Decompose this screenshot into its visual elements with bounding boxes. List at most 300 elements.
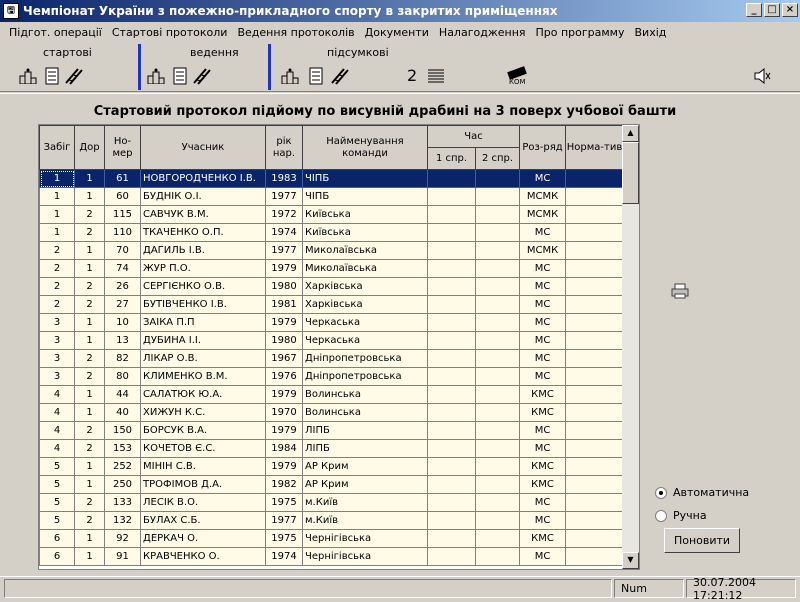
cell-heat[interactable]: 4 bbox=[40, 422, 75, 440]
cell-rank[interactable]: МС bbox=[520, 332, 566, 350]
cell-participant[interactable]: КЛИМЕНКО В.М. bbox=[141, 368, 266, 386]
cell-try1[interactable] bbox=[428, 278, 476, 296]
cell-number[interactable]: 133 bbox=[105, 494, 141, 512]
cell-year[interactable]: 1975 bbox=[266, 530, 303, 548]
cell-number[interactable]: 250 bbox=[105, 476, 141, 494]
final-ladder-icon[interactable] bbox=[330, 66, 350, 86]
col-rank-header[interactable]: Роз-ряд bbox=[520, 126, 566, 170]
table-row[interactable] bbox=[40, 386, 624, 404]
cell-lane[interactable]: 2 bbox=[75, 368, 105, 386]
cell-rank[interactable]: МС bbox=[520, 350, 566, 368]
cell-try2[interactable] bbox=[476, 332, 520, 350]
cell-participant[interactable]: ТРОФІМОВ Д.А. bbox=[141, 476, 266, 494]
cell-participant[interactable]: ХИЖУН К.С. bbox=[141, 404, 266, 422]
cell-lane[interactable]: 1 bbox=[75, 476, 105, 494]
cell-try2[interactable] bbox=[476, 440, 520, 458]
cell-heat[interactable]: 5 bbox=[40, 494, 75, 512]
final-podium-icon[interactable] bbox=[280, 66, 300, 86]
cell-rank[interactable]: КМС bbox=[520, 530, 566, 548]
cell-heat[interactable]: 4 bbox=[40, 404, 75, 422]
cell-team[interactable]: Чернігівська bbox=[303, 530, 428, 548]
cell-try2[interactable] bbox=[476, 224, 520, 242]
cell-lane[interactable]: 2 bbox=[75, 350, 105, 368]
cell-number[interactable]: 150 bbox=[105, 422, 141, 440]
cell-participant[interactable]: НОВГОРОДЧЕНКО І.В. bbox=[141, 170, 266, 188]
cell-norm[interactable] bbox=[566, 386, 624, 404]
cell-year[interactable]: 1981 bbox=[266, 296, 303, 314]
cell-participant[interactable]: СЕРГІЄНКО О.В. bbox=[141, 278, 266, 296]
cell-heat[interactable]: 2 bbox=[40, 278, 75, 296]
cell-participant[interactable]: ЖУР П.О. bbox=[141, 260, 266, 278]
col-participant-header[interactable]: Учасник bbox=[141, 126, 266, 170]
cell-heat[interactable]: 5 bbox=[40, 458, 75, 476]
cell-rank[interactable]: КМС bbox=[520, 476, 566, 494]
cell-number[interactable]: 26 bbox=[105, 278, 141, 296]
cell-lane[interactable]: 1 bbox=[75, 458, 105, 476]
cell-norm[interactable] bbox=[566, 440, 624, 458]
table-row[interactable] bbox=[40, 530, 624, 548]
cell-norm[interactable] bbox=[566, 170, 624, 188]
table-row[interactable] bbox=[40, 548, 624, 566]
cell-try1[interactable] bbox=[428, 206, 476, 224]
manual-mode-option[interactable] bbox=[655, 509, 707, 522]
cell-number[interactable]: 44 bbox=[105, 386, 141, 404]
cell-year[interactable]: 1977 bbox=[266, 242, 303, 260]
cell-try1[interactable] bbox=[428, 422, 476, 440]
cell-try2[interactable] bbox=[476, 530, 520, 548]
cell-norm[interactable] bbox=[566, 404, 624, 422]
table-row[interactable] bbox=[40, 494, 624, 512]
cell-number[interactable]: 70 bbox=[105, 242, 141, 260]
col-year-header[interactable]: рік нар. bbox=[266, 126, 303, 170]
cell-try2[interactable] bbox=[476, 188, 520, 206]
cell-norm[interactable] bbox=[566, 476, 624, 494]
manual-mode-radio[interactable] bbox=[655, 510, 667, 522]
auto-mode-radio[interactable] bbox=[655, 487, 667, 499]
toolbar-group-run-label: ведення bbox=[190, 46, 239, 59]
cell-heat[interactable]: 2 bbox=[40, 296, 75, 314]
cell-number[interactable]: 40 bbox=[105, 404, 141, 422]
cell-team[interactable]: Чернігівська bbox=[303, 548, 428, 566]
cell-norm[interactable] bbox=[566, 422, 624, 440]
cell-team[interactable]: Миколаївська bbox=[303, 260, 428, 278]
cell-participant[interactable]: БУДНІК О.І. bbox=[141, 188, 266, 206]
cell-number[interactable]: 91 bbox=[105, 548, 141, 566]
cell-number[interactable]: 13 bbox=[105, 332, 141, 350]
cell-team[interactable]: Миколаївська bbox=[303, 242, 428, 260]
cell-lane[interactable]: 1 bbox=[75, 386, 105, 404]
cell-lane[interactable]: 2 bbox=[75, 512, 105, 530]
run-list-icon[interactable] bbox=[170, 66, 190, 86]
cell-try1[interactable] bbox=[428, 314, 476, 332]
cell-lane[interactable]: 2 bbox=[75, 278, 105, 296]
cell-team[interactable]: Дніпропетровська bbox=[303, 368, 428, 386]
col-heat-header[interactable]: Забіг bbox=[40, 126, 75, 170]
cell-rank[interactable]: МС bbox=[520, 368, 566, 386]
cell-try2[interactable] bbox=[476, 314, 520, 332]
col-try1-header[interactable]: 1 спр. bbox=[428, 148, 476, 170]
cell-team[interactable]: Київська bbox=[303, 224, 428, 242]
minimize-button[interactable]: _ bbox=[746, 3, 762, 17]
table-row[interactable] bbox=[40, 404, 624, 422]
cell-norm[interactable] bbox=[566, 494, 624, 512]
cell-heat[interactable]: 4 bbox=[40, 440, 75, 458]
cell-try2[interactable] bbox=[476, 242, 520, 260]
cell-team[interactable]: Волинська bbox=[303, 404, 428, 422]
cell-rank[interactable]: МСМК bbox=[520, 206, 566, 224]
cell-rank[interactable]: МС bbox=[520, 296, 566, 314]
cell-heat[interactable]: 2 bbox=[40, 242, 75, 260]
cell-try1[interactable] bbox=[428, 530, 476, 548]
cell-norm[interactable] bbox=[566, 350, 624, 368]
cell-year[interactable]: 1982 bbox=[266, 476, 303, 494]
toolbar-number-2[interactable]: 2 bbox=[407, 66, 418, 85]
run-podium-icon[interactable] bbox=[146, 66, 166, 86]
cell-year[interactable]: 1979 bbox=[266, 458, 303, 476]
cell-participant[interactable]: ДЕРКАЧ О. bbox=[141, 530, 266, 548]
col-number-header[interactable]: Но-мер bbox=[105, 126, 141, 170]
scroll-up-button[interactable]: ▲ bbox=[622, 125, 639, 142]
protocol-table bbox=[39, 125, 624, 566]
cell-try2[interactable] bbox=[476, 206, 520, 224]
cell-year[interactable]: 1967 bbox=[266, 350, 303, 368]
cell-rank[interactable]: МС bbox=[520, 440, 566, 458]
cell-try1[interactable] bbox=[428, 188, 476, 206]
cell-norm[interactable] bbox=[566, 314, 624, 332]
cell-year[interactable]: 1979 bbox=[266, 314, 303, 332]
cell-team[interactable]: ЛІПБ bbox=[303, 440, 428, 458]
cell-try2[interactable] bbox=[476, 260, 520, 278]
cell-year[interactable]: 1974 bbox=[266, 224, 303, 242]
start-podium-icon[interactable] bbox=[18, 66, 38, 86]
cell-try2[interactable] bbox=[476, 422, 520, 440]
cell-year[interactable]: 1979 bbox=[266, 422, 303, 440]
cell-year[interactable]: 1977 bbox=[266, 188, 303, 206]
speaker-icon[interactable] bbox=[752, 66, 772, 86]
cell-heat[interactable]: 1 bbox=[40, 170, 75, 188]
start-list-icon[interactable] bbox=[42, 66, 62, 86]
cell-team[interactable]: ЛІПБ bbox=[303, 422, 428, 440]
cell-team[interactable]: м.Київ bbox=[303, 512, 428, 530]
cell-rank[interactable]: МСМК bbox=[520, 188, 566, 206]
table-row[interactable] bbox=[40, 422, 624, 440]
cell-heat[interactable]: 1 bbox=[40, 188, 75, 206]
cell-lane[interactable]: 1 bbox=[75, 314, 105, 332]
cell-try1[interactable] bbox=[428, 548, 476, 566]
cell-participant[interactable]: ЗАІКА П.П bbox=[141, 314, 266, 332]
cell-year[interactable]: 1970 bbox=[266, 404, 303, 422]
cell-team[interactable]: Черкаська bbox=[303, 314, 428, 332]
menu-start-protocols[interactable]: Стартові протоколи bbox=[111, 25, 228, 39]
cell-team[interactable]: м.Київ bbox=[303, 494, 428, 512]
cell-year[interactable]: 1979 bbox=[266, 386, 303, 404]
cell-try1[interactable] bbox=[428, 494, 476, 512]
cell-lane[interactable]: 2 bbox=[75, 494, 105, 512]
refresh-button[interactable]: Поновити bbox=[664, 528, 740, 553]
cell-number[interactable]: 27 bbox=[105, 296, 141, 314]
cell-heat[interactable]: 3 bbox=[40, 368, 75, 386]
start-ladder-icon[interactable] bbox=[64, 66, 84, 86]
final-list-icon[interactable] bbox=[306, 66, 326, 86]
cell-try2[interactable] bbox=[476, 512, 520, 530]
cell-try1[interactable] bbox=[428, 296, 476, 314]
cell-heat[interactable]: 4 bbox=[40, 386, 75, 404]
cell-team[interactable]: ЧІПБ bbox=[303, 188, 428, 206]
cell-try2[interactable] bbox=[476, 278, 520, 296]
cell-try1[interactable] bbox=[428, 458, 476, 476]
cell-number[interactable]: 132 bbox=[105, 512, 141, 530]
cell-lane[interactable]: 1 bbox=[75, 332, 105, 350]
cell-norm[interactable] bbox=[566, 548, 624, 566]
cell-rank[interactable]: МС bbox=[520, 494, 566, 512]
window-controls bbox=[746, 3, 798, 17]
cell-norm[interactable] bbox=[566, 296, 624, 314]
cell-heat[interactable]: 3 bbox=[40, 332, 75, 350]
cell-year[interactable]: 1984 bbox=[266, 440, 303, 458]
cell-lane[interactable]: 1 bbox=[75, 530, 105, 548]
cell-team[interactable]: Черкаська bbox=[303, 332, 428, 350]
cell-number[interactable]: 61 bbox=[105, 170, 141, 188]
cell-number[interactable]: 115 bbox=[105, 206, 141, 224]
cell-participant[interactable]: ТКАЧЕНКО О.П. bbox=[141, 224, 266, 242]
cell-rank[interactable]: КМС bbox=[520, 404, 566, 422]
cell-number[interactable]: 252 bbox=[105, 458, 141, 476]
cell-year[interactable]: 1972 bbox=[266, 206, 303, 224]
close-button[interactable]: × bbox=[782, 3, 798, 17]
cell-try1[interactable] bbox=[428, 404, 476, 422]
cell-participant[interactable]: МІНІН С.В. bbox=[141, 458, 266, 476]
cell-heat[interactable]: 5 bbox=[40, 512, 75, 530]
cell-try2[interactable] bbox=[476, 296, 520, 314]
lines-list-icon[interactable] bbox=[426, 66, 446, 86]
menu-documents[interactable]: Документи bbox=[364, 25, 429, 39]
window-title: Чемпіонат України з пожежно-прикладного спорту в закритих приміщеннях bbox=[23, 4, 558, 18]
cell-year[interactable]: 1980 bbox=[266, 278, 303, 296]
manual-mode-label: Ручна bbox=[673, 509, 707, 522]
kom-label: КОМ bbox=[509, 78, 526, 86]
cell-participant[interactable]: САВЧУК В.М. bbox=[141, 206, 266, 224]
cell-try2[interactable] bbox=[476, 494, 520, 512]
cell-rank[interactable]: МС bbox=[520, 170, 566, 188]
cell-team[interactable]: Харківська bbox=[303, 278, 428, 296]
cell-norm[interactable] bbox=[566, 512, 624, 530]
auto-mode-option[interactable] bbox=[655, 486, 749, 499]
cell-heat[interactable]: 5 bbox=[40, 476, 75, 494]
cell-participant[interactable]: БОРСУК В.А. bbox=[141, 422, 266, 440]
menu-prep[interactable]: Підгот. операції bbox=[9, 25, 102, 39]
cell-participant[interactable]: САЛАТЮК Ю.А. bbox=[141, 386, 266, 404]
cell-rank[interactable]: МС bbox=[520, 260, 566, 278]
cell-rank[interactable]: МС bbox=[520, 422, 566, 440]
cell-number[interactable]: 74 bbox=[105, 260, 141, 278]
cell-try1[interactable] bbox=[428, 224, 476, 242]
cell-team[interactable]: АР Крим bbox=[303, 476, 428, 494]
cell-heat[interactable]: 6 bbox=[40, 548, 75, 566]
cell-lane[interactable]: 2 bbox=[75, 296, 105, 314]
cell-number[interactable]: 110 bbox=[105, 224, 141, 242]
cell-norm[interactable] bbox=[566, 206, 624, 224]
grid-rows bbox=[40, 170, 624, 566]
table-row[interactable] bbox=[40, 440, 624, 458]
cell-try1[interactable] bbox=[428, 332, 476, 350]
cell-norm[interactable] bbox=[566, 332, 624, 350]
cell-norm[interactable] bbox=[566, 530, 624, 548]
printer-icon[interactable] bbox=[670, 283, 690, 299]
cell-heat[interactable]: 3 bbox=[40, 314, 75, 332]
run-ladder-icon[interactable] bbox=[192, 66, 212, 86]
cell-participant[interactable]: ЛЕСІК В.О. bbox=[141, 494, 266, 512]
maximize-button[interactable]: □ bbox=[764, 3, 780, 17]
cell-rank[interactable]: КМС bbox=[520, 458, 566, 476]
table-row[interactable] bbox=[40, 476, 624, 494]
cell-heat[interactable]: 3 bbox=[40, 350, 75, 368]
table-row[interactable] bbox=[40, 296, 624, 314]
cell-norm[interactable] bbox=[566, 188, 624, 206]
cell-lane[interactable]: 1 bbox=[75, 242, 105, 260]
menu-run-protocols[interactable]: Ведення протоколів bbox=[237, 25, 355, 39]
table-row[interactable] bbox=[40, 368, 624, 386]
cell-lane[interactable]: 1 bbox=[75, 260, 105, 278]
cell-participant[interactable]: ЛІКАР О.В. bbox=[141, 350, 266, 368]
menu-settings[interactable]: Налагодження bbox=[438, 25, 526, 39]
cell-rank[interactable]: КМС bbox=[520, 386, 566, 404]
cell-try2[interactable] bbox=[476, 368, 520, 386]
cell-number[interactable]: 10 bbox=[105, 314, 141, 332]
kom-button[interactable] bbox=[506, 66, 528, 86]
title-bar bbox=[0, 0, 800, 22]
cell-team[interactable]: ЧІПБ bbox=[303, 170, 428, 188]
cell-norm[interactable] bbox=[566, 458, 624, 476]
cell-lane[interactable]: 2 bbox=[75, 422, 105, 440]
table-row[interactable] bbox=[40, 458, 624, 476]
cell-rank[interactable]: МС bbox=[520, 278, 566, 296]
cell-try2[interactable] bbox=[476, 350, 520, 368]
cell-try1[interactable] bbox=[428, 170, 476, 188]
table-row[interactable] bbox=[40, 206, 624, 224]
cell-norm[interactable] bbox=[566, 224, 624, 242]
table-row[interactable] bbox=[40, 350, 624, 368]
menu-about[interactable]: Про программу bbox=[535, 25, 625, 39]
app-icon[interactable]: 🖫 bbox=[3, 3, 19, 19]
cell-try1[interactable] bbox=[428, 512, 476, 530]
cell-try1[interactable] bbox=[428, 386, 476, 404]
cell-heat[interactable]: 1 bbox=[40, 224, 75, 242]
cell-participant[interactable]: КОЧЕТОВ Є.С. bbox=[141, 440, 266, 458]
cell-team[interactable]: Київська bbox=[303, 206, 428, 224]
scroll-thumb[interactable] bbox=[622, 142, 639, 204]
cell-number[interactable]: 60 bbox=[105, 188, 141, 206]
table-row[interactable] bbox=[40, 224, 624, 242]
menu-bar bbox=[0, 22, 800, 42]
col-lane-header[interactable]: Дор bbox=[75, 126, 105, 170]
cell-team[interactable]: АР Крим bbox=[303, 458, 428, 476]
cell-try2[interactable] bbox=[476, 548, 520, 566]
cell-try2[interactable] bbox=[476, 458, 520, 476]
cell-norm[interactable] bbox=[566, 368, 624, 386]
cell-number[interactable]: 82 bbox=[105, 350, 141, 368]
cell-try1[interactable] bbox=[428, 242, 476, 260]
cell-heat[interactable]: 1 bbox=[40, 206, 75, 224]
cell-try2[interactable] bbox=[476, 170, 520, 188]
cell-try1[interactable] bbox=[428, 260, 476, 278]
table-row[interactable] bbox=[40, 314, 624, 332]
cell-team[interactable]: Волинська bbox=[303, 386, 428, 404]
scroll-down-button[interactable]: ▼ bbox=[622, 552, 639, 569]
cell-try2[interactable] bbox=[476, 386, 520, 404]
vertical-scrollbar[interactable] bbox=[622, 125, 639, 569]
cell-norm[interactable] bbox=[566, 278, 624, 296]
cell-participant[interactable]: ДУБИНА І.І. bbox=[141, 332, 266, 350]
cell-try1[interactable] bbox=[428, 440, 476, 458]
table-row[interactable] bbox=[40, 260, 624, 278]
col-time-header[interactable]: Час bbox=[428, 126, 520, 148]
cell-norm[interactable] bbox=[566, 260, 624, 278]
cell-participant[interactable]: БУТІВЧЕНКО І.В. bbox=[141, 296, 266, 314]
cell-year[interactable]: 1983 bbox=[266, 170, 303, 188]
cell-number[interactable]: 153 bbox=[105, 440, 141, 458]
cell-lane[interactable]: 2 bbox=[75, 440, 105, 458]
col-norm-header[interactable]: Норма-тив bbox=[566, 126, 624, 170]
cell-number[interactable]: 92 bbox=[105, 530, 141, 548]
table-row[interactable] bbox=[40, 188, 624, 206]
protocol-grid[interactable] bbox=[38, 124, 640, 570]
cell-try1[interactable] bbox=[428, 476, 476, 494]
cell-try1[interactable] bbox=[428, 350, 476, 368]
cell-rank[interactable]: МС bbox=[520, 224, 566, 242]
cell-try2[interactable] bbox=[476, 404, 520, 422]
table-row[interactable] bbox=[40, 332, 624, 350]
cell-rank[interactable]: МС bbox=[520, 548, 566, 566]
cell-year[interactable]: 1975 bbox=[266, 494, 303, 512]
col-try2-header[interactable]: 2 спр. bbox=[476, 148, 520, 170]
cell-participant[interactable]: БУЛАХ С.Б. bbox=[141, 512, 266, 530]
menu-exit[interactable]: Вихід bbox=[634, 25, 667, 39]
toolbar bbox=[0, 42, 800, 92]
cell-lane[interactable]: 1 bbox=[75, 548, 105, 566]
cell-rank[interactable]: МСМК bbox=[520, 242, 566, 260]
table-row[interactable] bbox=[40, 170, 624, 188]
cell-try2[interactable] bbox=[476, 476, 520, 494]
cell-lane[interactable]: 1 bbox=[75, 188, 105, 206]
cell-rank[interactable]: МС bbox=[520, 512, 566, 530]
cell-year[interactable]: 1974 bbox=[266, 548, 303, 566]
cell-participant[interactable]: ДАГИЛЬ І.В. bbox=[141, 242, 266, 260]
cell-lane[interactable]: 1 bbox=[75, 404, 105, 422]
cell-heat[interactable]: 2 bbox=[40, 260, 75, 278]
cell-team[interactable]: Харківська bbox=[303, 296, 428, 314]
cell-try1[interactable] bbox=[428, 368, 476, 386]
cell-year[interactable]: 1979 bbox=[266, 260, 303, 278]
cell-participant[interactable]: КРАВЧЕНКО О. bbox=[141, 548, 266, 566]
cell-norm[interactable] bbox=[566, 242, 624, 260]
cell-year[interactable]: 1977 bbox=[266, 512, 303, 530]
cell-lane[interactable]: 2 bbox=[75, 206, 105, 224]
cell-lane[interactable]: 1 bbox=[75, 170, 105, 188]
cell-year[interactable]: 1976 bbox=[266, 368, 303, 386]
cell-lane[interactable]: 2 bbox=[75, 224, 105, 242]
cell-team[interactable]: Дніпропетровська bbox=[303, 350, 428, 368]
col-team-header[interactable]: Найменування команди bbox=[303, 126, 428, 170]
status-bar bbox=[0, 576, 800, 600]
table-row[interactable] bbox=[40, 278, 624, 296]
cell-number[interactable]: 80 bbox=[105, 368, 141, 386]
toolbar-group-start-label: стартові bbox=[43, 46, 92, 59]
cell-heat[interactable]: 6 bbox=[40, 530, 75, 548]
table-row[interactable] bbox=[40, 242, 624, 260]
cell-rank[interactable]: МС bbox=[520, 314, 566, 332]
cell-year[interactable]: 1980 bbox=[266, 332, 303, 350]
table-row[interactable] bbox=[40, 512, 624, 530]
